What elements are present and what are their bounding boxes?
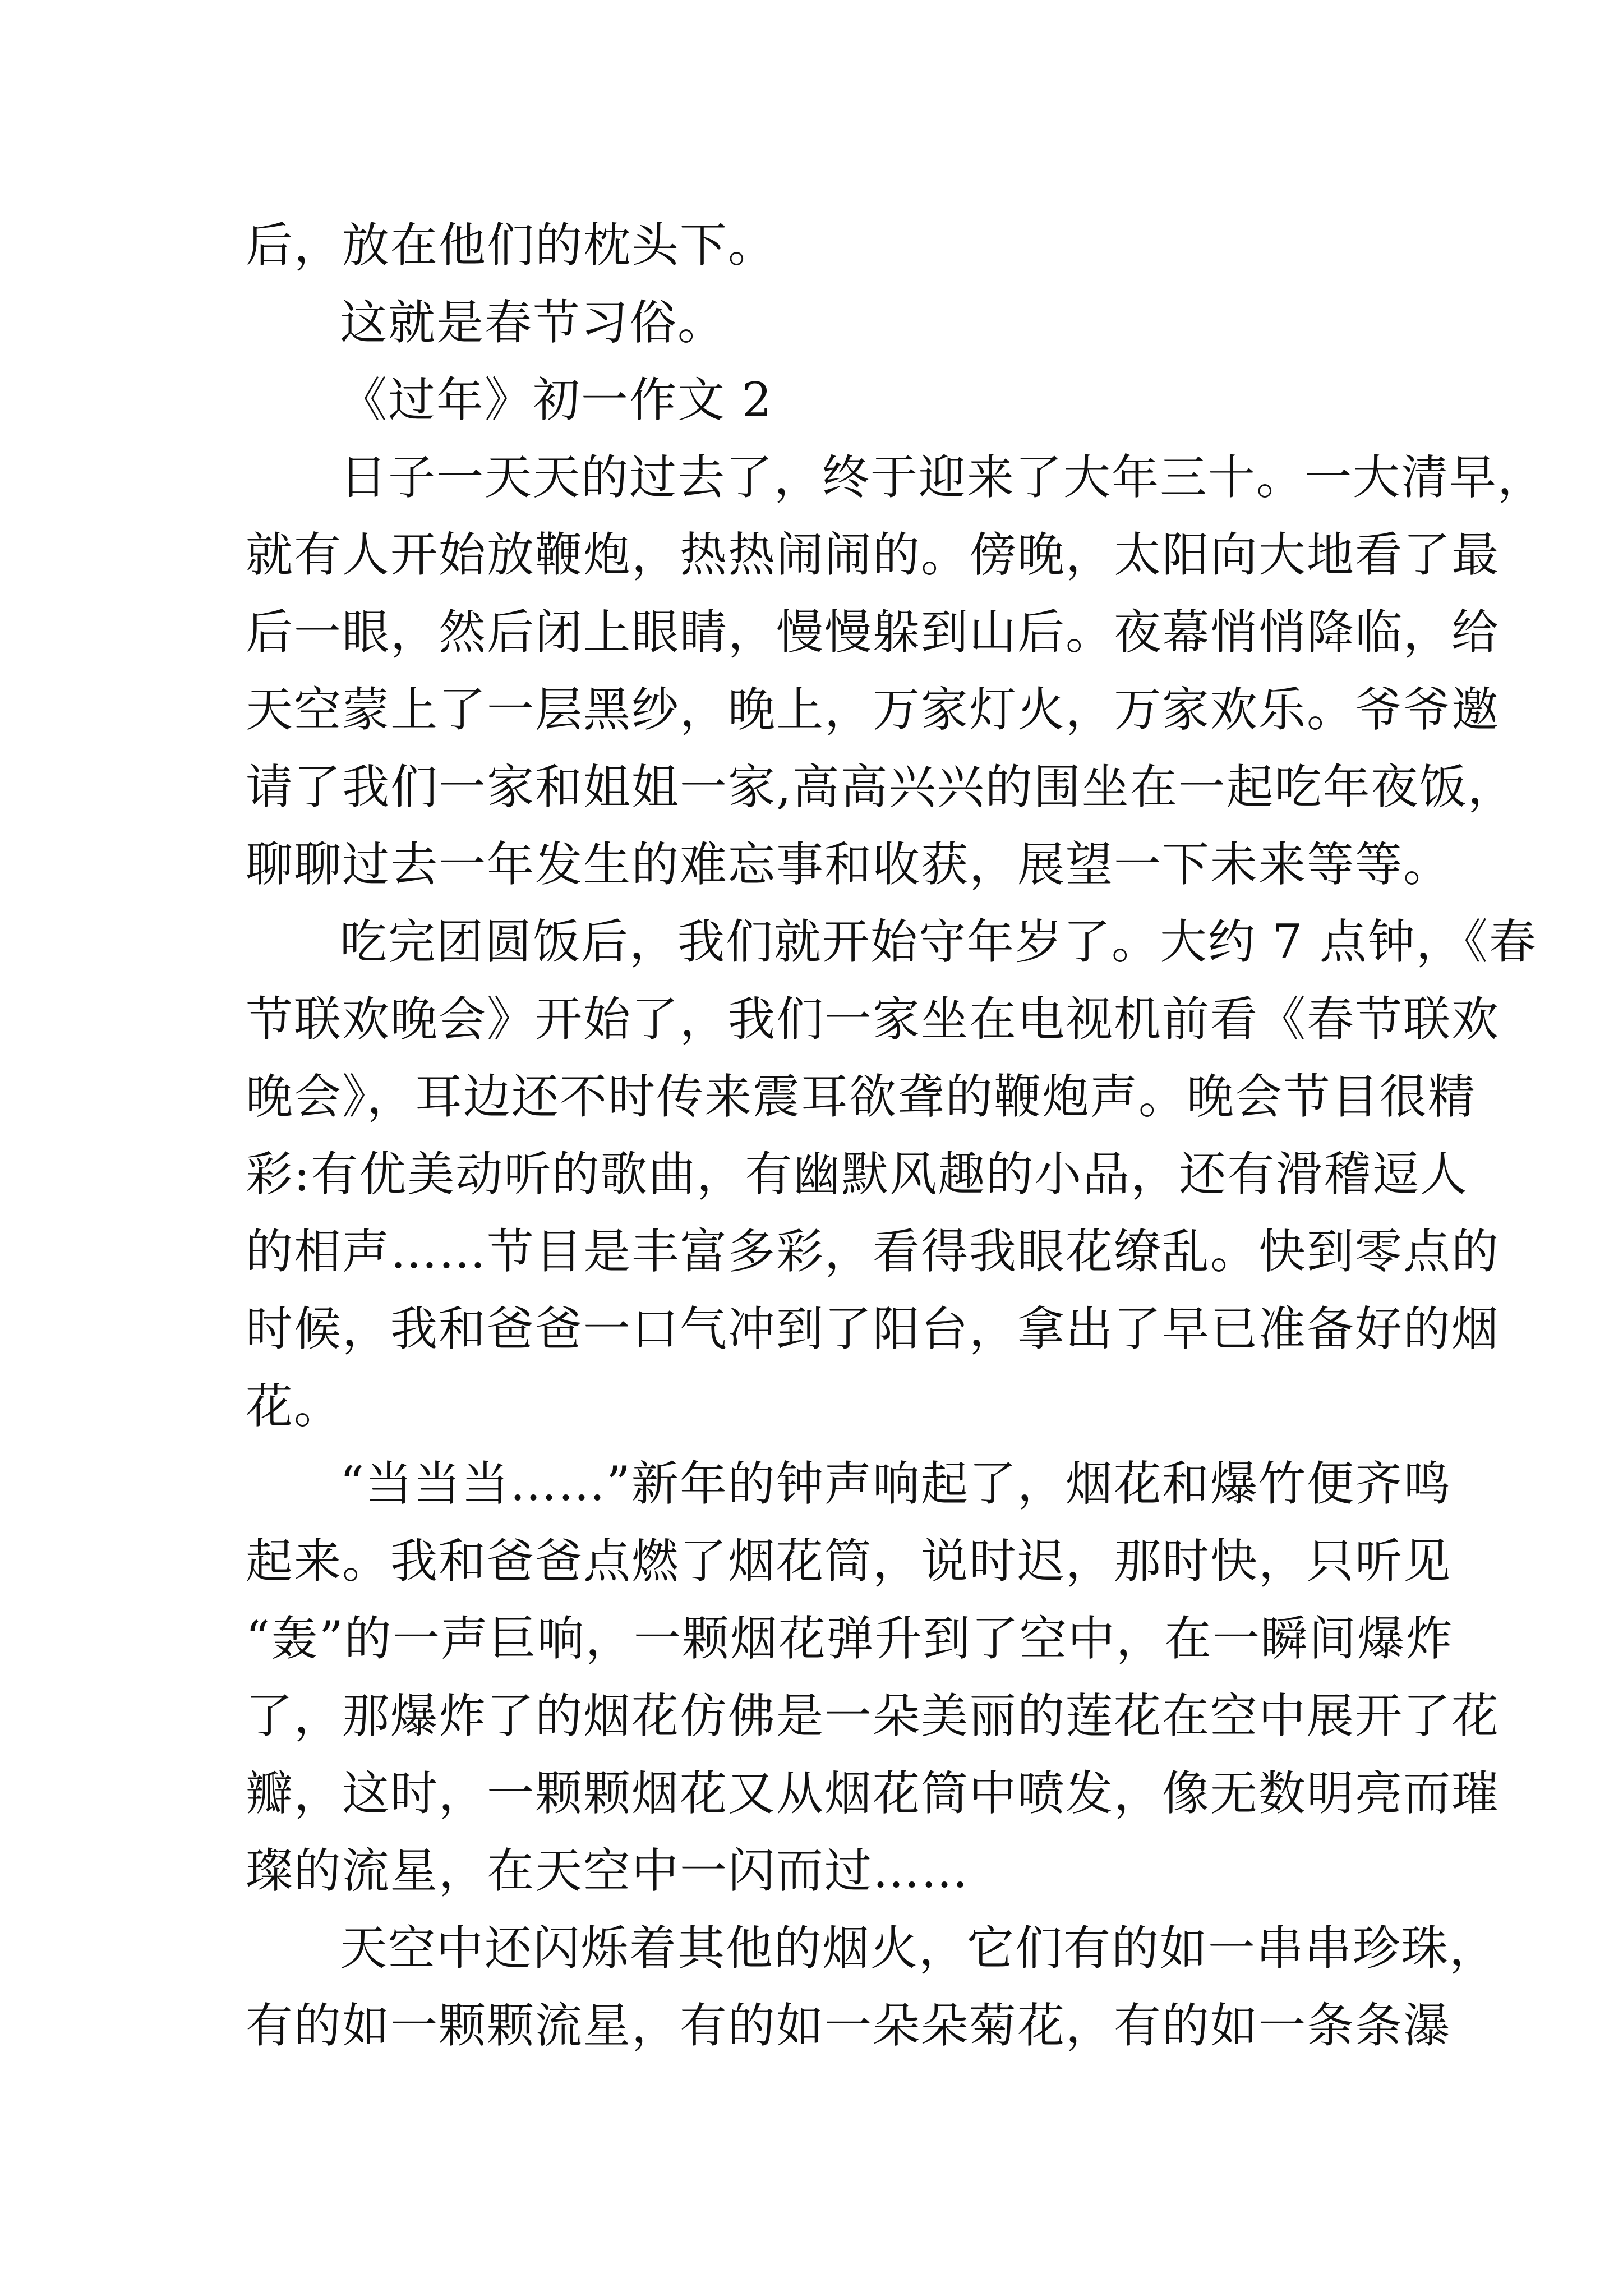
text-line: 晚会》，耳边还不时传来震耳欲聋的鞭炮声。晚会节目很精 bbox=[246, 1069, 1477, 1124]
text-line: 后，放在他们的枕头下。 bbox=[246, 218, 777, 273]
text-line: 的相声……节目是丰富多彩，看得我眼花缭乱。快到零点的 bbox=[246, 1224, 1500, 1279]
text-line: 了，那爆炸了的烟花仿佛是一朵美丽的莲花在空中展开了花 bbox=[246, 1688, 1500, 1743]
text-line: 后一眼，然后闭上眼睛，慢慢躲到山后。夜幕悄悄降临，给 bbox=[246, 605, 1500, 660]
text-line: 起来。我和爸爸点燃了烟花筒，说时迟，那时快，只听见 bbox=[246, 1534, 1452, 1589]
text-line: “当当当……”新年的钟声响起了，烟花和爆竹便齐鸣 bbox=[340, 1456, 1451, 1511]
text-line: 吃完团圆饭后，我们就开始守年岁了。大约 7 点钟，《春 bbox=[340, 914, 1537, 969]
text-line: 日子一天天的过去了，终于迎来了大年三十。一大清早， bbox=[340, 450, 1546, 505]
essay-title: 《过年》初一作文 2 bbox=[340, 372, 773, 427]
text-line: 请了我们一家和姐姐一家,高高兴兴的围坐在一起吃年夜饭， bbox=[246, 760, 1516, 815]
text-line: 瓣，这时，一颗颗烟花又从烟花筒中喷发，像无数明亮而璀 bbox=[246, 1766, 1500, 1821]
text-line: 璨的流星，在天空中一闪而过…… bbox=[246, 1843, 970, 1898]
text-line: 天空中还闪烁着其他的烟火，它们有的如一串串珍珠， bbox=[340, 1921, 1498, 1976]
text-line: 聊聊过去一年发生的难忘事和收获，展望一下未来等等。 bbox=[246, 837, 1452, 892]
text-line: 有的如一颗颗流星，有的如一朵朵菊花，有的如一条条瀑 bbox=[246, 1998, 1452, 2053]
text-line: “轰”的一声巨响，一颗烟花弹升到了空中，在一瞬间爆炸 bbox=[246, 1611, 1454, 1666]
text-line: 节联欢晚会》开始了，我们一家坐在电视机前看《春节联欢 bbox=[246, 992, 1500, 1047]
text-line: 彩:有优美动听的歌曲，有幽默风趣的小品，还有滑稽逗人 bbox=[246, 1147, 1469, 1202]
essay-body bbox=[246, 206, 1546, 2064]
text-line: 就有人开始放鞭炮，热热闹闹的。傍晚，太阳向大地看了最 bbox=[246, 527, 1500, 582]
text-line: 天空蒙上了一层黑纱，晚上，万家灯火，万家欢乐。爷爷邀 bbox=[246, 682, 1500, 737]
text-line: 这就是春节习俗。 bbox=[340, 295, 726, 350]
text-line: 花。 bbox=[246, 1379, 343, 1434]
text-line: 时候，我和爸爸一口气冲到了阳台，拿出了早已准备好的烟 bbox=[246, 1301, 1500, 1356]
